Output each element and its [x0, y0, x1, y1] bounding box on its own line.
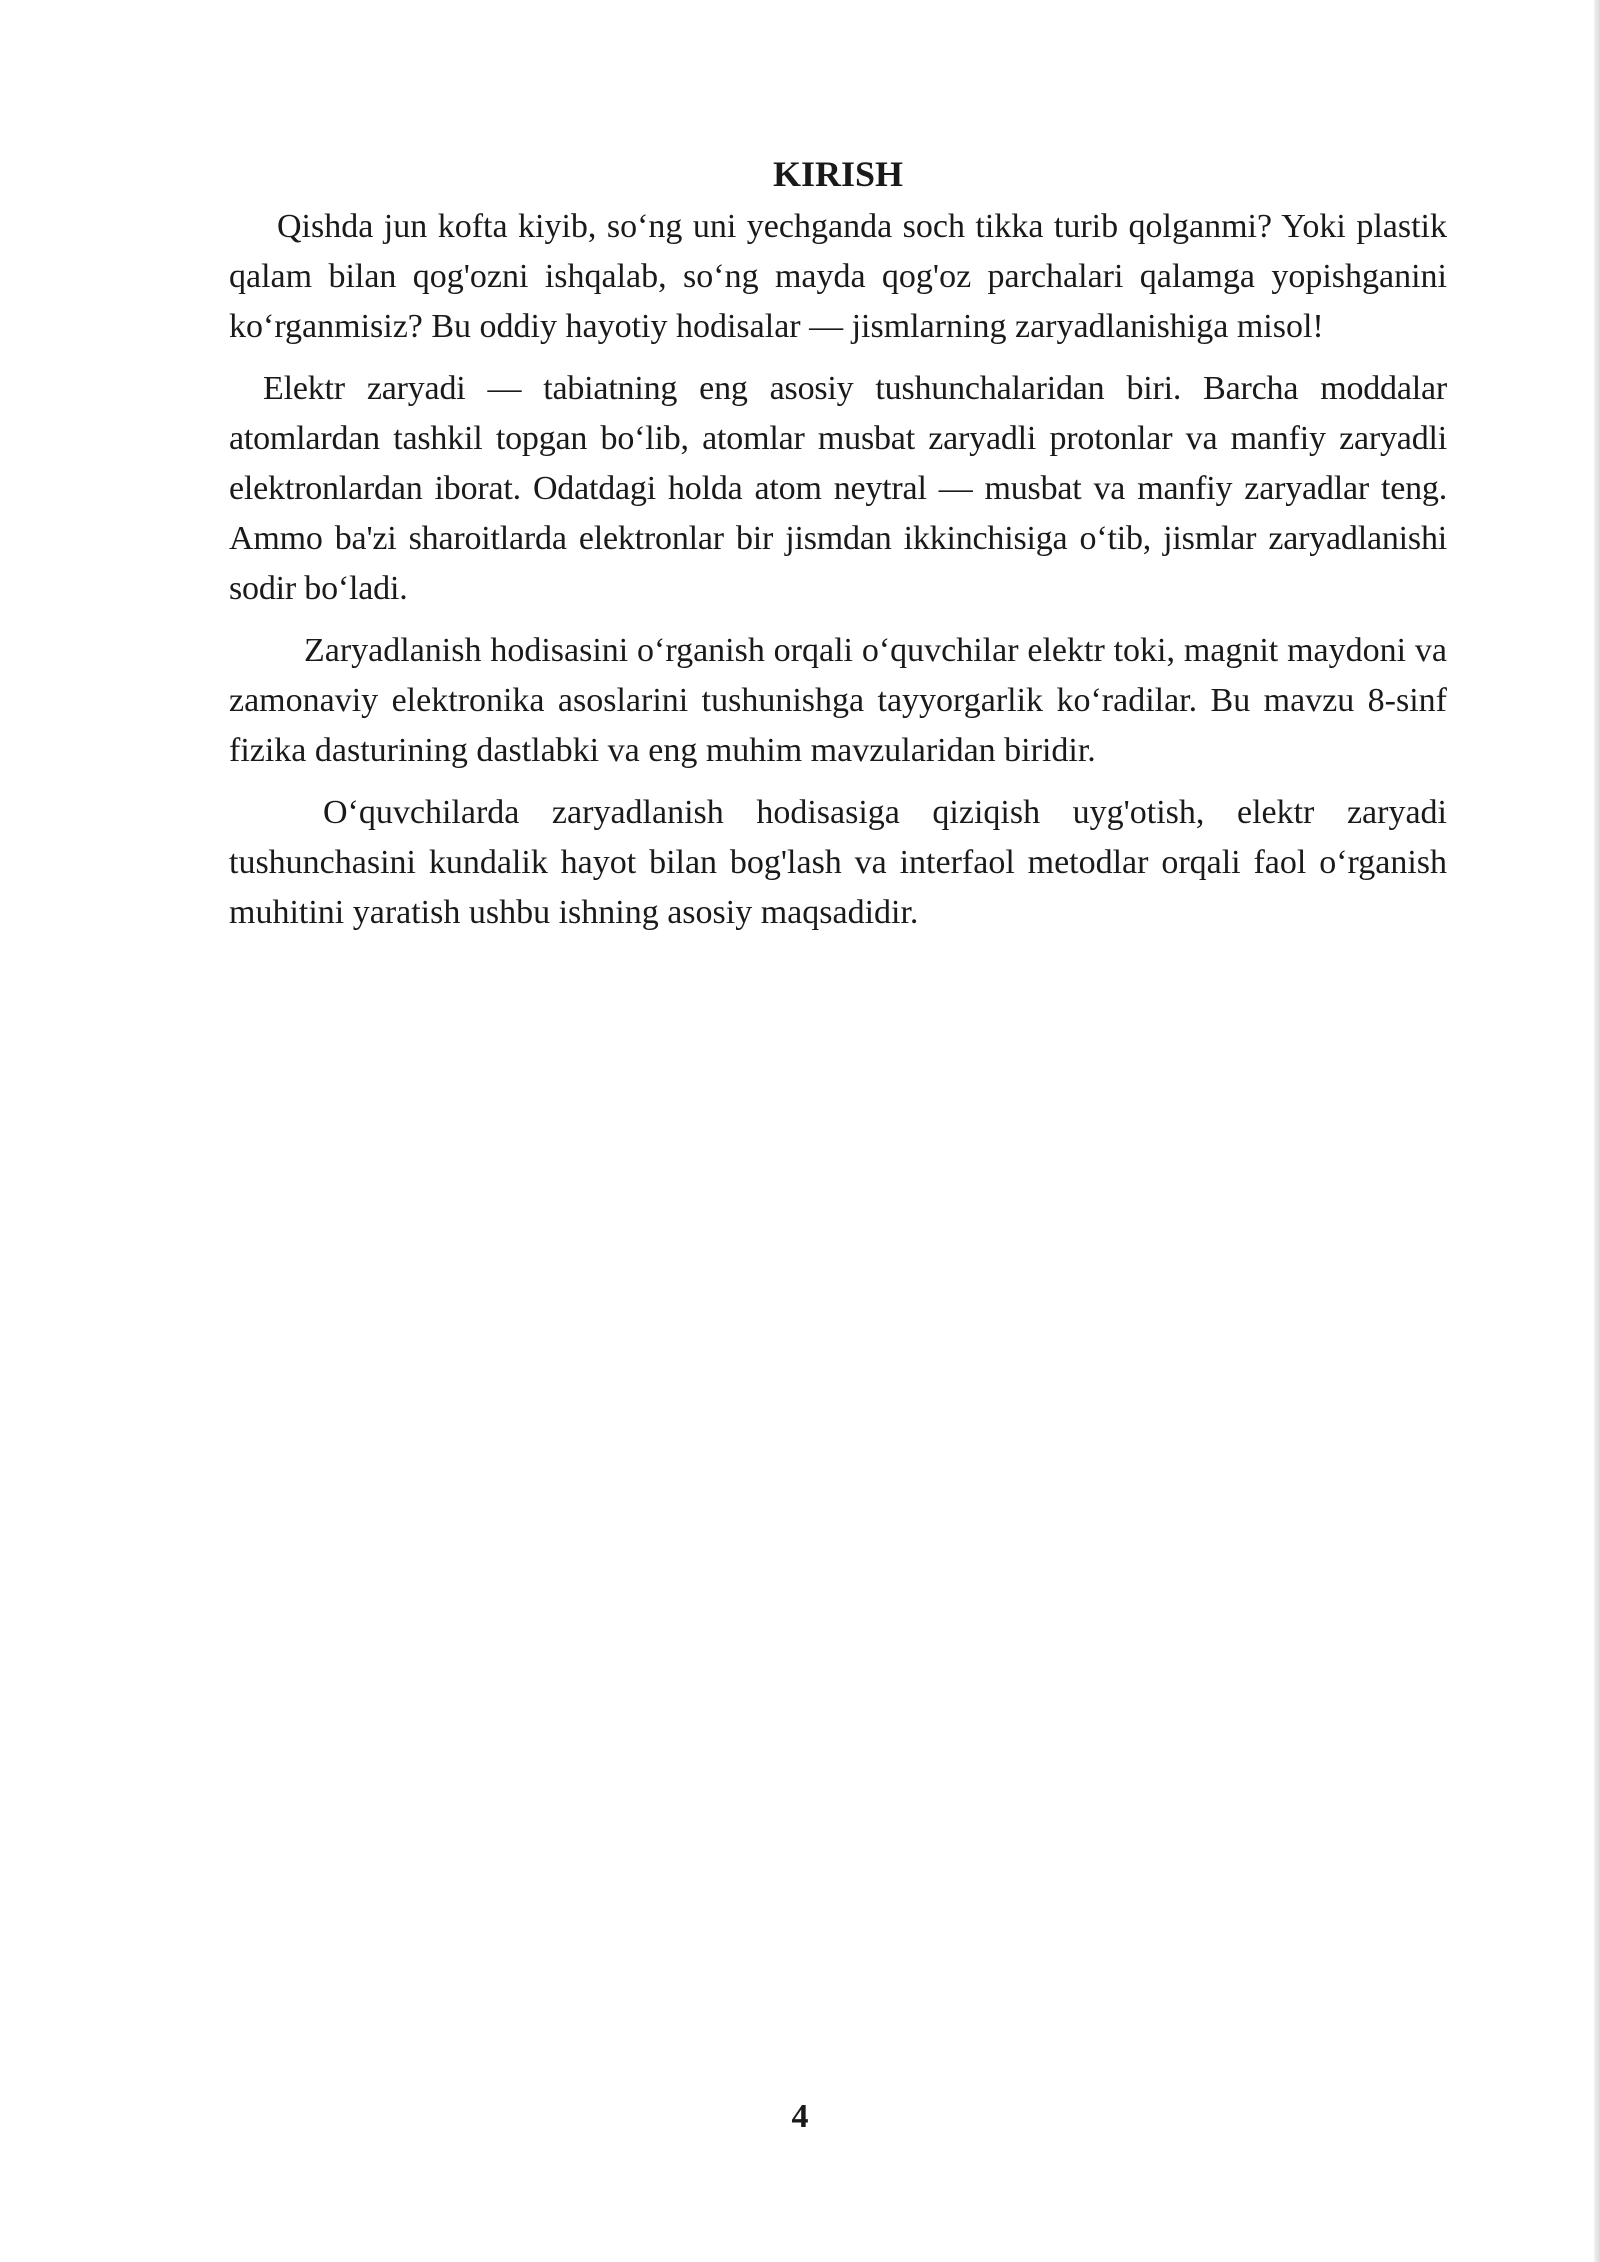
- paragraph-goal: O‘quvchilarda zaryadlanish hodisasiga qiziqish uyg'otish, elektr zaryadi tushunchasini kundalik hayot bilan bog'lash va interfaol metodlar orqali faol o‘rganish muhitini yaratish ushbu ishning asosiy maqsadidir.: [229, 794, 1447, 931]
- page-number: 4: [791, 2098, 809, 2135]
- paragraph-charging-study: Zaryadlanish hodisasini o‘rganish orqali o‘quvchilar elektr toki, magnit maydoni va zamonaviy elektronika asoslarini tushunishga tayyorgarlik ko‘radilar. Bu mavzu 8-sinf fizika dasturining dastlabki va eng muhim mavzularidan biridir.: [229, 632, 1447, 769]
- paragraph-intro: Qishda jun kofta kiyib, so‘ng uni yechganda soch tikka turib qolganmi? Yoki plastik qalam bilan qog'ozni ishqalab, so‘ng mayda qog'oz parchalari qalamga yopishganini ko‘rganmisiz? Bu oddiy hayotiy hodisalar — jismlarning zaryadlanishiga misol!: [229, 208, 1447, 345]
- page-content: [229, 148, 1447, 938]
- page-edge-shadow: [1594, 0, 1600, 2262]
- section-heading: KIRISH: [772, 154, 904, 194]
- paragraph-electric-charge: Elektr zaryadi — tabiatning eng asosiy tushunchalaridan biri. Barcha moddalar atomlardan tashkil topgan bo‘lib, atomlar musbat zaryadli protonlar va manfiy zaryadli elektronlardan iborat. Odatdagi holda atom neytral — musbat va manfiy zaryadlar teng. Ammo ba'zi sharoitlarda elektronlar bir jismdan ikkinchisiga o‘tib, jismlar zaryadlanishi sodir bo‘ladi.: [229, 370, 1447, 607]
